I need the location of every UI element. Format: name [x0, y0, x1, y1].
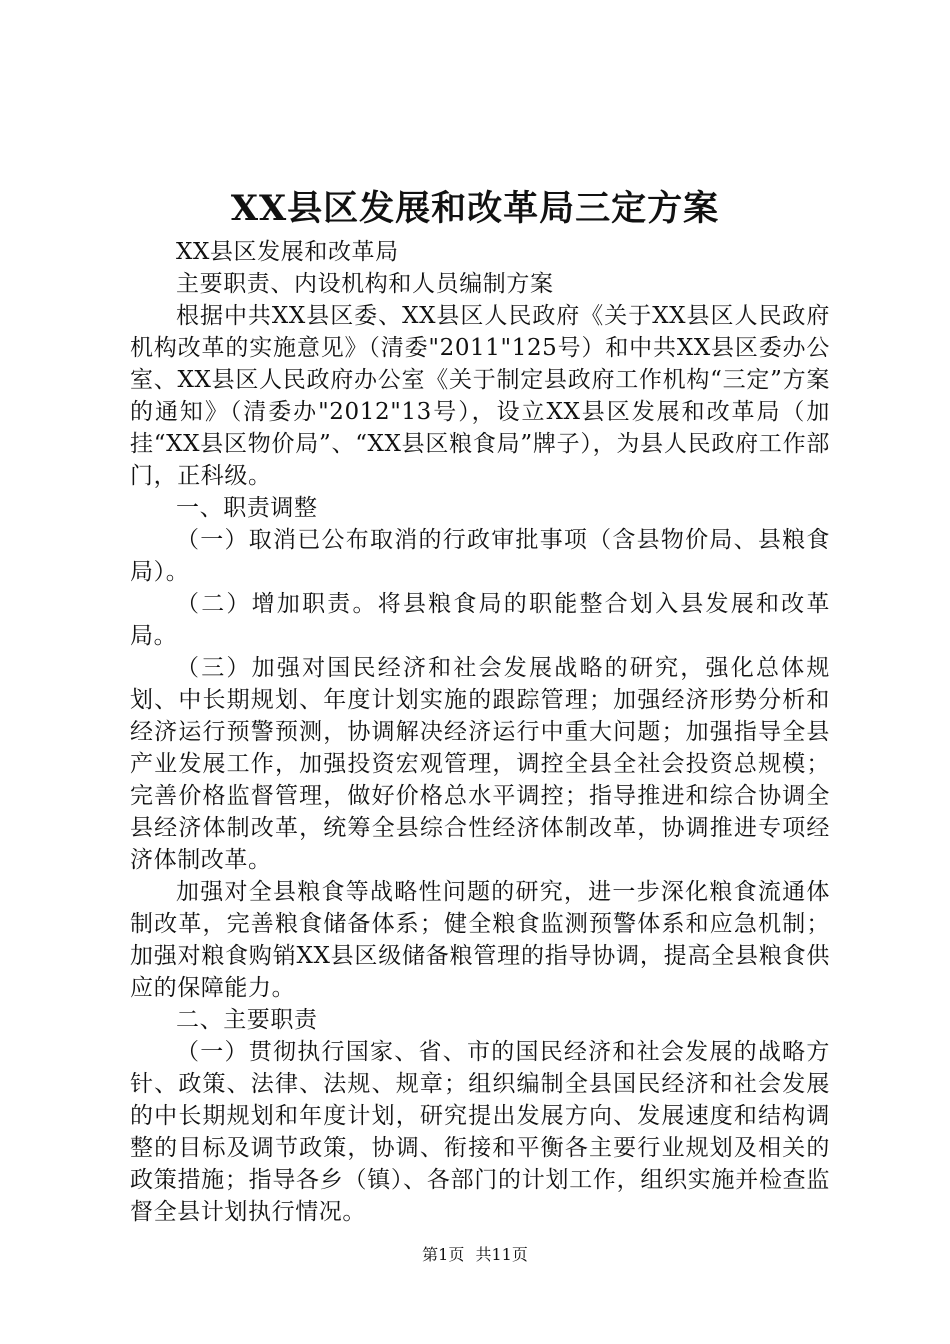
page-number: 第1页	[422, 1245, 465, 1264]
paragraph-intro: 根据中共XX县区委、XX县区人民政府《关于XX县区人民政府机构改革的实施意见》（清委"2011"125号）和中共XX县区委办公室、XX县区人民政府办公室《关于制定县政府工作机构“三定”方案的通知》（清委办"2012"13号），设立XX县区发展和改革局（加挂“XX县区物价局”、“XX县区粮食局”牌子），为县人民政府工作部门，正科级。	[130, 303, 830, 489]
paragraph-adjustment-1: （一）取消已公布取消的行政审批事项（含县物价局、县粮食局）。	[130, 527, 830, 585]
document-body	[130, 236, 830, 1228]
paragraph-main-duty-1: （一）贯彻执行国家、省、市的国民经济和社会发展的战略方针、政策、法律、法规、规章；组织编制全县国民经济和社会发展的中长期规划和年度计划，研究提出发展方向、发展速度和结构调整的目标及调节政策，协调、衔接和平衡各主要行业规划及相关的政策措施；指导各乡（镇）、各部门的计划工作，组织实施并检查监督全县计划执行情况。	[130, 1039, 830, 1225]
paragraph-adjustment-3: （三）加强对国民经济和社会发展战略的研究，强化总体规划、中长期规划、年度计划实施的跟踪管理；加强经济形势分析和经济运行预警预测，协调解决经济运行中重大问题；加强指导全县产业发展工作，加强投资宏观管理，调控全县全社会投资总规模；完善价格监督管理，做好价格总水平调控；指导推进和综合协调全县经济体制改革，统筹全县综合性经济体制改革，协调推进专项经济体制改革。	[130, 655, 830, 873]
paragraph-grain-strengthening: 加强对全县粮食等战略性问题的研究，进一步深化粮食流通体制改革，完善粮食储备体系；健全粮食监测预警体系和应急机制；加强对粮食购销XX县区级储备粮管理的指导协调，提高全县粮食供应的保障能力。	[130, 879, 830, 1001]
section-heading-main-duties: 二、主要职责	[176, 1007, 318, 1033]
section-heading-duty-adjustment: 一、职责调整	[176, 495, 318, 521]
paragraph-adjustment-2: （二）增加职责。将县粮食局的职能整合划入县发展和改革局。	[130, 591, 830, 649]
page-total: 共11页	[475, 1245, 528, 1264]
document-title: XX县区发展和改革局三定方案	[230, 188, 720, 229]
page-footer	[0, 1244, 950, 1266]
paragraph-subtitle: 主要职责、内设机构和人员编制方案	[176, 271, 554, 297]
paragraph-org-name: XX县区发展和改革局	[176, 239, 399, 265]
